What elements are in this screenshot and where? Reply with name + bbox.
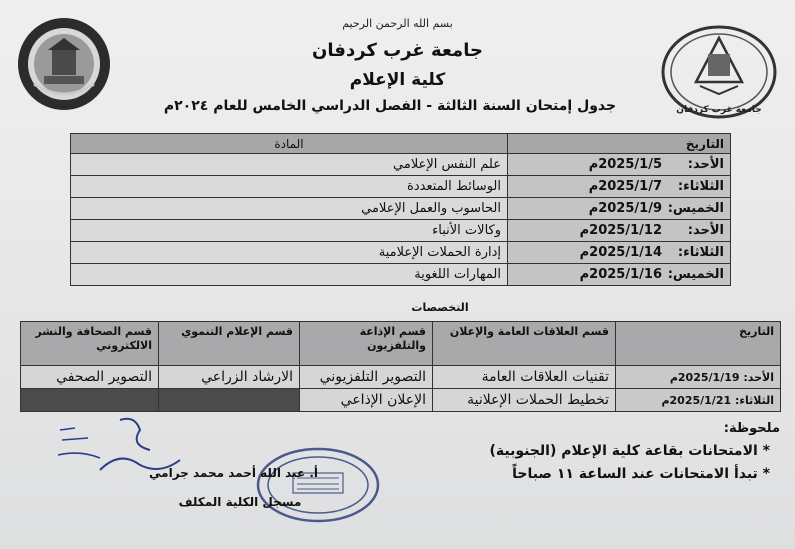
basmala: بسم الله الرحمن الرحيم <box>342 17 453 30</box>
official-stamp <box>255 445 381 525</box>
day-label: الأحد: <box>687 223 724 238</box>
faculty-name: كلية الإعلام <box>349 70 446 90</box>
exam-date-cell <box>508 198 731 220</box>
date-label: 2025/1/5م <box>588 157 662 172</box>
table-row <box>71 198 731 220</box>
journalism-subject-cell: التصوير الصحفي <box>21 366 159 389</box>
table-row <box>71 264 731 286</box>
subject-column-header: المادة <box>71 134 508 154</box>
exam-date-cell <box>508 220 731 242</box>
table-row <box>71 176 731 198</box>
table-row <box>71 154 731 176</box>
specializations-label: التخصصات <box>411 301 469 314</box>
subject-cell: وكالات الأنباء <box>71 220 508 242</box>
exam-date-cell: الأحد: 2025/1/19م <box>616 366 781 389</box>
svg-text:جامعة غرب كردفان: جامعة غرب كردفان <box>676 105 762 115</box>
date-column-header: التاريخ <box>616 322 781 366</box>
day-label: الخميس: <box>667 267 724 282</box>
date-label: 2025/1/16م <box>579 267 662 282</box>
development-subject-cell: الارشاد الزراعي <box>159 366 300 389</box>
exam-date-cell <box>508 264 731 286</box>
specializations-table <box>20 321 781 412</box>
pr-subject-cell: تقنيات العلاقات العامة <box>433 366 616 389</box>
date-label: 2025/1/9م <box>588 201 662 216</box>
registrar-name: أ. عبد الله أحمد محمد جرامي <box>149 466 318 480</box>
journalism-department-header: قسم الصحافة والنشر الالكتروني <box>21 322 159 366</box>
notes-heading: ملحوظة: <box>723 421 780 436</box>
date-label: 2025/1/7م <box>588 179 662 194</box>
day-label: الأحد: <box>687 157 724 172</box>
date-column-header: التاريخ <box>508 134 731 154</box>
date-label: 2025/1/12م <box>579 223 662 238</box>
empty-cell <box>21 389 159 412</box>
development-media-department-header: قسم الإعلام التنموي <box>159 322 300 366</box>
exam-date-cell <box>508 176 731 198</box>
exam-date-cell <box>508 154 731 176</box>
note-item: * تبدأ الامتحانات عند الساعة ١١ صباحاً <box>512 466 770 482</box>
table-row <box>71 220 731 242</box>
day-label: الثلاثاء: <box>677 179 724 194</box>
broadcasting-subject-cell: الإعلان الإذاعي <box>300 389 433 412</box>
table-header-row <box>71 134 731 154</box>
pr-subject-cell: تخطيط الحملات الإعلانية <box>433 389 616 412</box>
empty-cell <box>159 389 300 412</box>
day-label: الخميس: <box>667 201 724 216</box>
subject-cell: علم النفس الإعلامي <box>71 154 508 176</box>
pr-department-header: قسم العلاقات العامة والإعلان <box>433 322 616 366</box>
exam-date-cell: الثلاثاء: 2025/1/21م <box>616 389 781 412</box>
subject-cell: الوسائط المتعددة <box>71 176 508 198</box>
broadcasting-subject-cell: التصوير التلفزيوني <box>300 366 433 389</box>
university-name: جامعة غرب كردفان <box>312 40 483 61</box>
table-row <box>21 389 781 412</box>
note-item: * الامتحانات بقاعة كلية الإعلام (الجنوبية) <box>489 443 770 459</box>
table-row <box>71 242 731 264</box>
day-label: الثلاثاء: <box>677 245 724 260</box>
subject-cell: إدارة الحملات الإعلامية <box>71 242 508 264</box>
broadcasting-department-header: قسم الإذاعة والتلفزيون <box>300 322 433 366</box>
schedule-title: جدول إمتحان السنة الثالثة - الفصل الدراسي الخامس للعام ٢٠٢٤م <box>163 98 617 114</box>
subject-cell: المهارات اللغوية <box>71 264 508 286</box>
registrar-role: مسجل الكلية المكلف <box>178 495 302 509</box>
exam-date-cell <box>508 242 731 264</box>
subject-cell: الحاسوب والعمل الإعلامي <box>71 198 508 220</box>
general-exams-table <box>70 133 731 286</box>
table-header-row <box>21 322 781 366</box>
table-row <box>21 366 781 389</box>
date-label: 2025/1/14م <box>579 245 662 260</box>
